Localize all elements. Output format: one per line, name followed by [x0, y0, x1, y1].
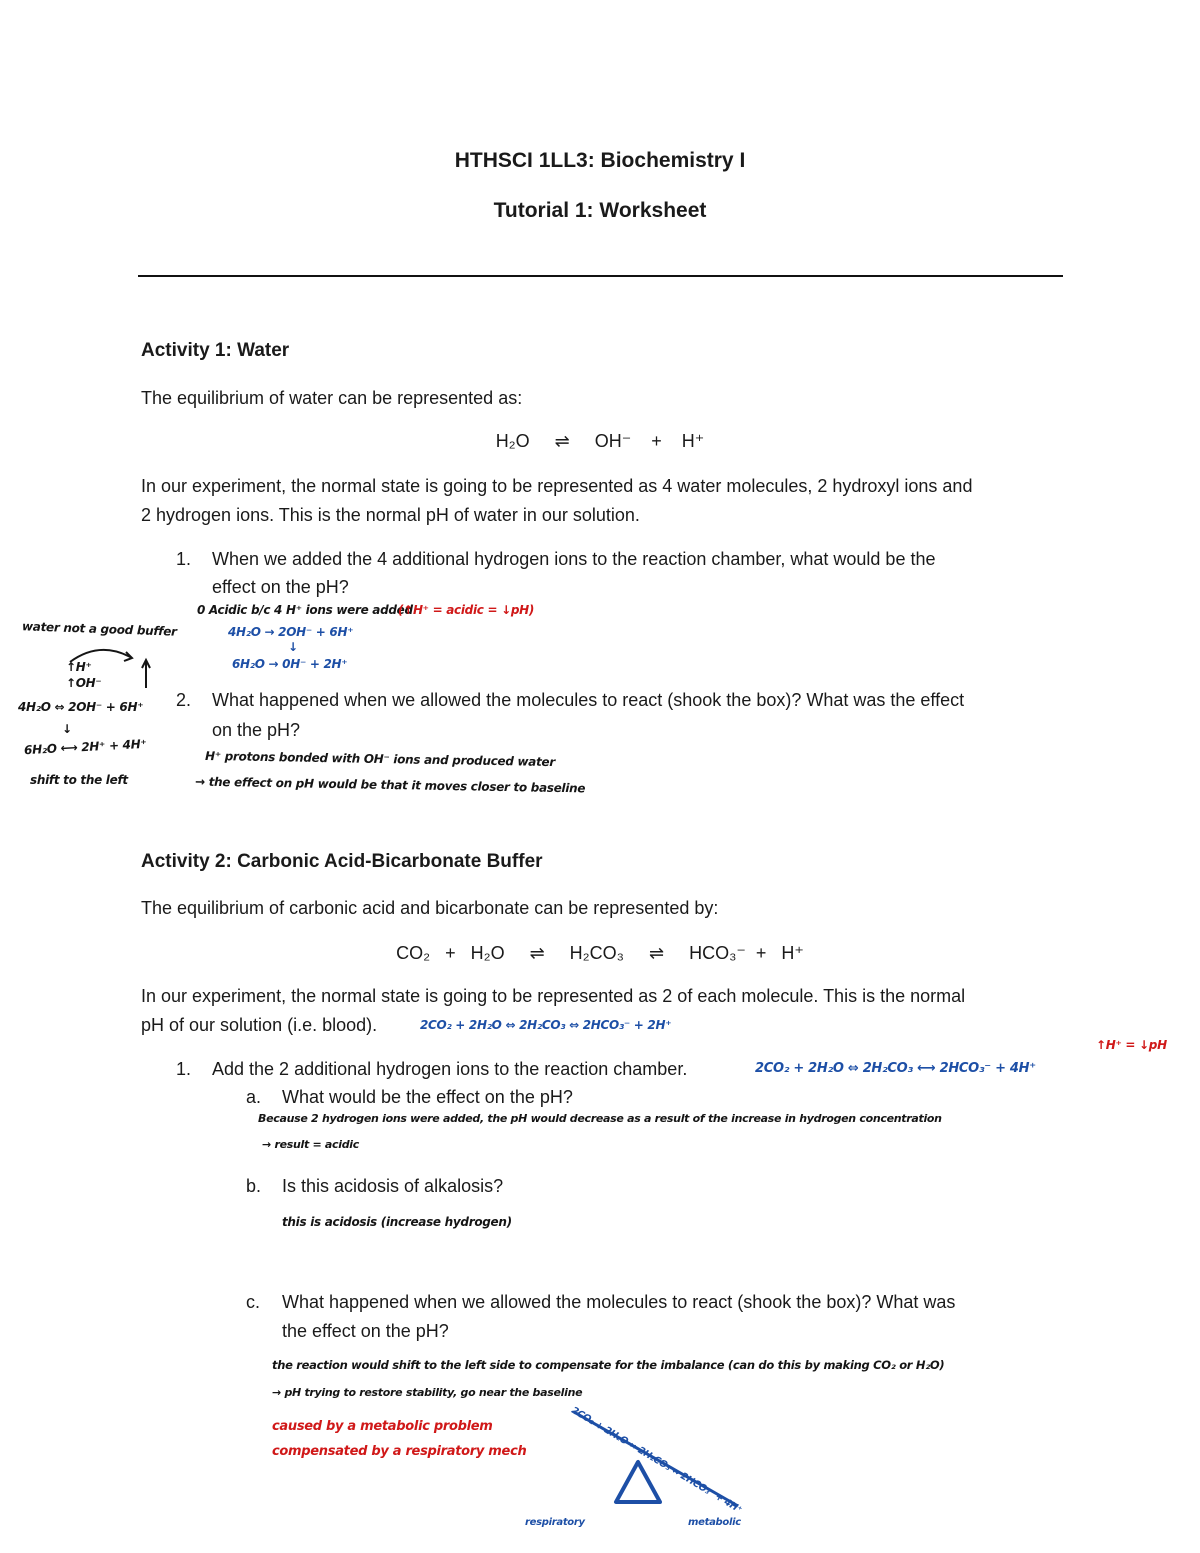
activity1-q1-line2: effect on the pH?: [212, 577, 349, 597]
hw-seesaw-eq: 2CO₂ + 2H₂O ⇔ 2H₂CO₃ ⇔ 2HCO₃⁻ + 4H⁺: [569, 1405, 744, 1516]
hw-a2-line2: → the effect on pH would be that it moves closer to baseline: [194, 774, 586, 796]
hw-label-respiratory: respiratory: [525, 1517, 585, 1528]
hw-a1-eq1: 4H₂O → 2OH⁻ + 6H⁺: [228, 625, 354, 639]
hw-side-eq2: 6H₂O ⟷ 2H⁺ + 4H⁺: [23, 736, 147, 758]
activity2-heading: Activity 2: Carbonic Acid-Bicarbonate Buffer: [141, 851, 543, 872]
activity2-qc-line2: the effect on the pH?: [282, 1321, 449, 1341]
hw-qc-red2: compensated by a respiratory mech: [272, 1444, 527, 1459]
hw-qc-answer-line1: the reaction would shift to the left side to compensate for the imbalance (can do this by making CO₂ or H₂O): [272, 1358, 945, 1372]
hw-side-shift: shift to the left: [30, 773, 128, 787]
activity1-q1-line1: When we added the 4 additional hydrogen ions to the reaction chamber, what would be the: [212, 549, 936, 569]
hw-side-up1: ↑H⁺: [66, 660, 92, 674]
hw-side-note: water not a good buffer: [21, 619, 177, 639]
hw-side-arrow: ↓: [62, 722, 72, 736]
water-equation: H₂O ⇌ OH⁻ + H⁺: [495, 431, 705, 451]
tutorial-title: Tutorial 1: Worksheet: [493, 199, 707, 222]
hw-a2-line1: H⁺ protons bonded with OH⁻ ions and produced water: [204, 748, 556, 770]
hw-side-up2: ↑OH⁻: [66, 676, 102, 690]
hw-a1-arrow: ↓: [288, 640, 298, 654]
activity2-qb-text: Is this acidosis of alkalosis?: [282, 1176, 504, 1196]
activity2-qa-letter: a.: [246, 1087, 262, 1107]
activity2-qb-letter: b.: [246, 1176, 262, 1196]
hw-qc-red1: caused by a metabolic problem: [272, 1419, 493, 1434]
hw-qc-answer-line2: → pH trying to restore stability, go near the baseline: [272, 1386, 583, 1399]
header-divider: [138, 275, 1063, 277]
activity2-qc-line1: What happened when we allowed the molecules to react (shook the box)? What was: [282, 1292, 956, 1312]
carbonic-equation: CO₂ + H₂O ⇌ H₂CO₃ ⇌ HCO₃⁻ + H⁺: [396, 943, 804, 963]
activity2-q1-text: Add the 2 additional hydrogen ions to the reaction chamber.: [212, 1059, 688, 1079]
hw-qb-answer: this is acidosis (increase hydrogen): [282, 1215, 512, 1229]
hw-a1-answer-red: (↑H⁺ = acidic = ↓pH): [398, 603, 535, 617]
hw-qa-answer-line2: → result = acidic: [262, 1138, 359, 1151]
hw-q1-red-note: ↑H⁺ = ↓pH: [1096, 1038, 1167, 1052]
activity1-heading: Activity 1: Water: [141, 340, 290, 361]
activity1-q1-number: 1.: [176, 549, 192, 569]
activity2-paragraph-line1: In our experiment, the normal state is going to be represented as 2 of each molecule. This is the normal: [141, 986, 966, 1006]
hw-label-metabolic: metabolic: [688, 1517, 741, 1528]
activity2-qa-text: What would be the effect on the pH?: [282, 1087, 573, 1107]
activity2-qc-letter: c.: [246, 1292, 261, 1312]
activity1-paragraph-line2: 2 hydrogen ions. This is the normal pH of water in our solution.: [141, 505, 640, 525]
activity2-intro: The equilibrium of carbonic acid and bicarbonate can be represented by:: [141, 898, 719, 918]
hw-side-eq1: 4H₂O ⇔ 2OH⁻ + 6H⁺: [18, 700, 144, 714]
hw-qa-answer-line1: Because 2 hydrogen ions were added, the pH would decrease as a result of the increase in hydrogen concentration: [258, 1112, 942, 1125]
activity1-q2-line2: on the pH?: [212, 720, 301, 740]
course-title: HTHSCI 1LL3: Biochemistry I: [454, 149, 746, 172]
hw-q1-eq: 2CO₂ + 2H₂O ⇔ 2H₂CO₃ ⟷ 2HCO₃⁻ + 4H⁺: [755, 1061, 1036, 1076]
activity1-q2-line1: What happened when we allowed the molecules to react (shook the box)? What was the effect: [212, 690, 965, 710]
activity1-q2-number: 2.: [176, 690, 192, 710]
activity1-paragraph-line1: In our experiment, the normal state is going to be represented as 4 water molecules, 2 hydroxyl ions and: [141, 476, 973, 496]
activity2-q1-number: 1.: [176, 1059, 192, 1079]
activity1-intro: The equilibrium of water can be represented as:: [141, 388, 523, 408]
hw-a1-eq2: 6H₂O → 0H⁻ + 2H⁺: [232, 657, 348, 671]
hw-normal-state-eq: 2CO₂ + 2H₂O ⇔ 2H₂CO₃ ⇔ 2HCO₃⁻ + 2H⁺: [420, 1018, 672, 1032]
hw-a1-answer-black: 0 Acidic b/c 4 H⁺ ions were added: [197, 603, 413, 617]
activity2-paragraph-line2: pH of our solution (i.e. blood).: [141, 1015, 378, 1035]
